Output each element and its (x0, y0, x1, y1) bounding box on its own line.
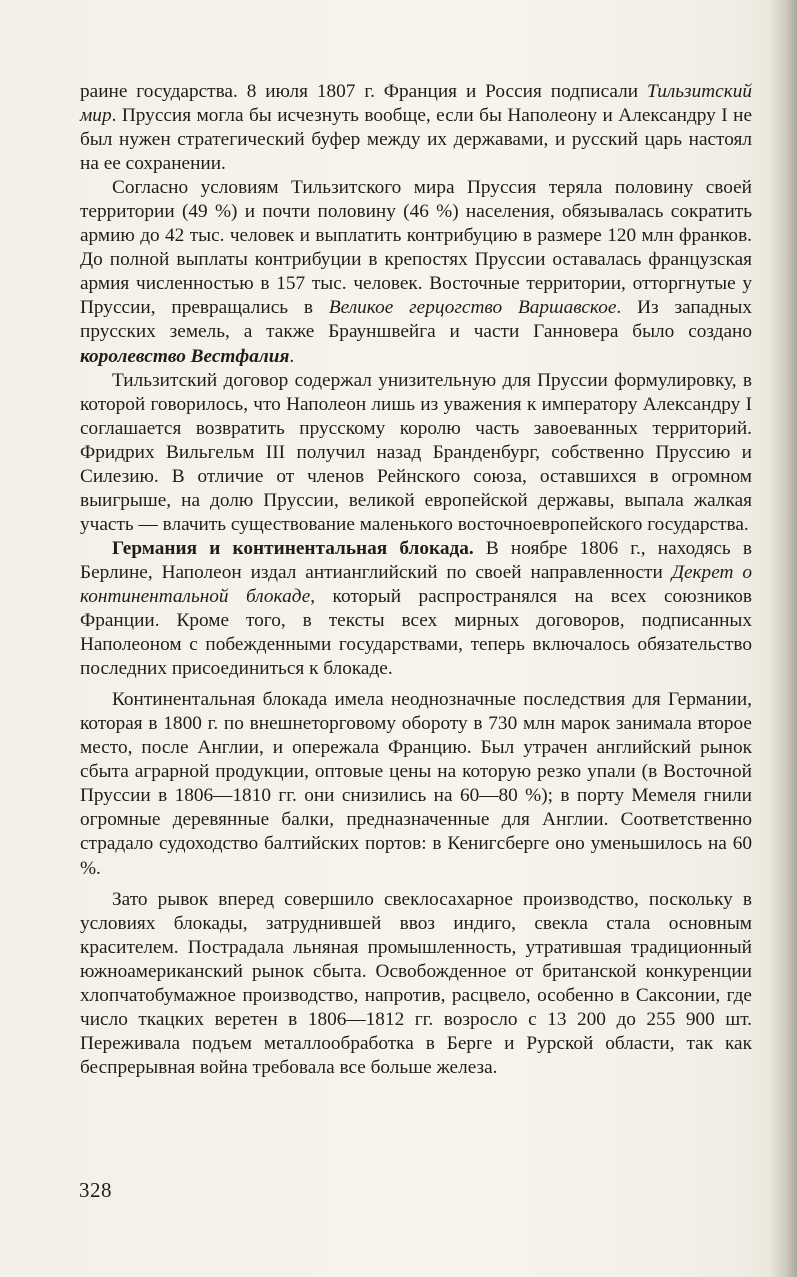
paragraph-2 (80, 176, 752, 368)
text-run: Тильзитский договор содержал унизительную для Пруссии формулировку, в которой говорилось, что Наполеон лишь из уважения к императору Александру I соглашается возвратить прусскому королю часть завоеванных территорий. Фридрих Вильгельм III получил назад Бранденбург, собственно Пруссию и Силезию. В отличие от членов Рейнского союза, оставшихся в огромном выигрыше, на долю Пруссии, великой европейской державы, выпала жалкая участь — влачить существование маленького восточноевропейского государства. (80, 369, 752, 535)
paragraph-3 (80, 369, 752, 537)
paragraph-1 (80, 80, 752, 176)
italic-term: королевство Вестфалия (80, 345, 290, 367)
page-number: 328 (79, 1178, 112, 1202)
body-text (80, 80, 752, 1080)
text-run: . Пруссия могла бы исчезнуть вообще, если бы Наполеону и Александру I не был нужен стратегический буфер между их державами, и русский царь настоял на ее сохранении. (80, 105, 752, 175)
text-run: , который распространялся на всех союзников Франции. Кроме того, в тексты всех мирных договоров, подписанных Наполеоном с побежденными государствами, теперь включалось обязательство последних присоединиться к блокаде. (80, 585, 752, 680)
paragraph-6 (80, 888, 752, 1080)
section-heading: Германия и континентальная блокада. (112, 537, 474, 559)
text-run: Континентальная блокада имела неоднозначные последствия для Германии, которая в 1800 г. по внешнеторговому обороту в 730 млн марок занимала второе место, после Англии, и опережала Францию. Был утрачен английский рынок сбыта аграрной продукции, оптовые цены на которую резко упали (в Восточной Пруссии в 1806—1810 гг. они снизились на 60—80 %); в порту Мемеля гнили огромные деревянные балки, предназначенные для Англии. Соответственно страдало судоходство балтийских портов: в Кенигсберге оно уменьшилось на 60 %. (80, 689, 752, 879)
text-run: . Из западных прусских земель, а также Брауншвейга и части Ганновера было создано (80, 297, 752, 343)
text-run: В ноябре 1806 г., находясь в Берлине, Наполеон издал антианглийский по своей направленности (80, 537, 752, 583)
text-run: Зато рывок вперед совершило свеклосахарное производство, поскольку в условиях блокады, затруднившей ввоз индиго, свекла стала основным красителем. Пострадала льняная промышленность, утратившая традиционный южноамериканский рынок сбыта. Освобожденное от британской конкуренции хлопчатобумажное производство, напротив, расцвело, особенно в Саксонии, где число ткацких веретен в 1806—1812 гг. возросло с 13 200 до 255 900 шт. Переживала подъем металлообработка в Берге и Рурской области, так как беспрерывная война требовала все больше железа. (80, 888, 752, 1078)
italic-term: Тильзитский мир (80, 81, 752, 127)
paragraph-4 (80, 537, 752, 681)
italic-term: Великое герцогство Варшавское (328, 297, 617, 319)
page-edge-shadow (769, 0, 797, 1277)
italic-term: Декрет о континентальной блокаде (80, 561, 752, 607)
text-run: . (289, 345, 295, 367)
paragraph-5 (80, 688, 752, 880)
text-run: Согласно условиям Тильзитского мира Пруссия теряла половину своей территории (49 %) и почти половину (46 %) населения, обязывалась сократить армию до 42 тыс. человек и выплатить контрибуцию в размере 120 млн франков. До полной выплаты контрибуции в крепостях Пруссии оставалась французская армия численностью в 157 тыс. человек. Восточные территории, отторгнутые у Пруссии, превращались в (80, 177, 752, 319)
text-run: раине государства. 8 июля 1807 г. Франция и Россия подписали (80, 81, 647, 102)
